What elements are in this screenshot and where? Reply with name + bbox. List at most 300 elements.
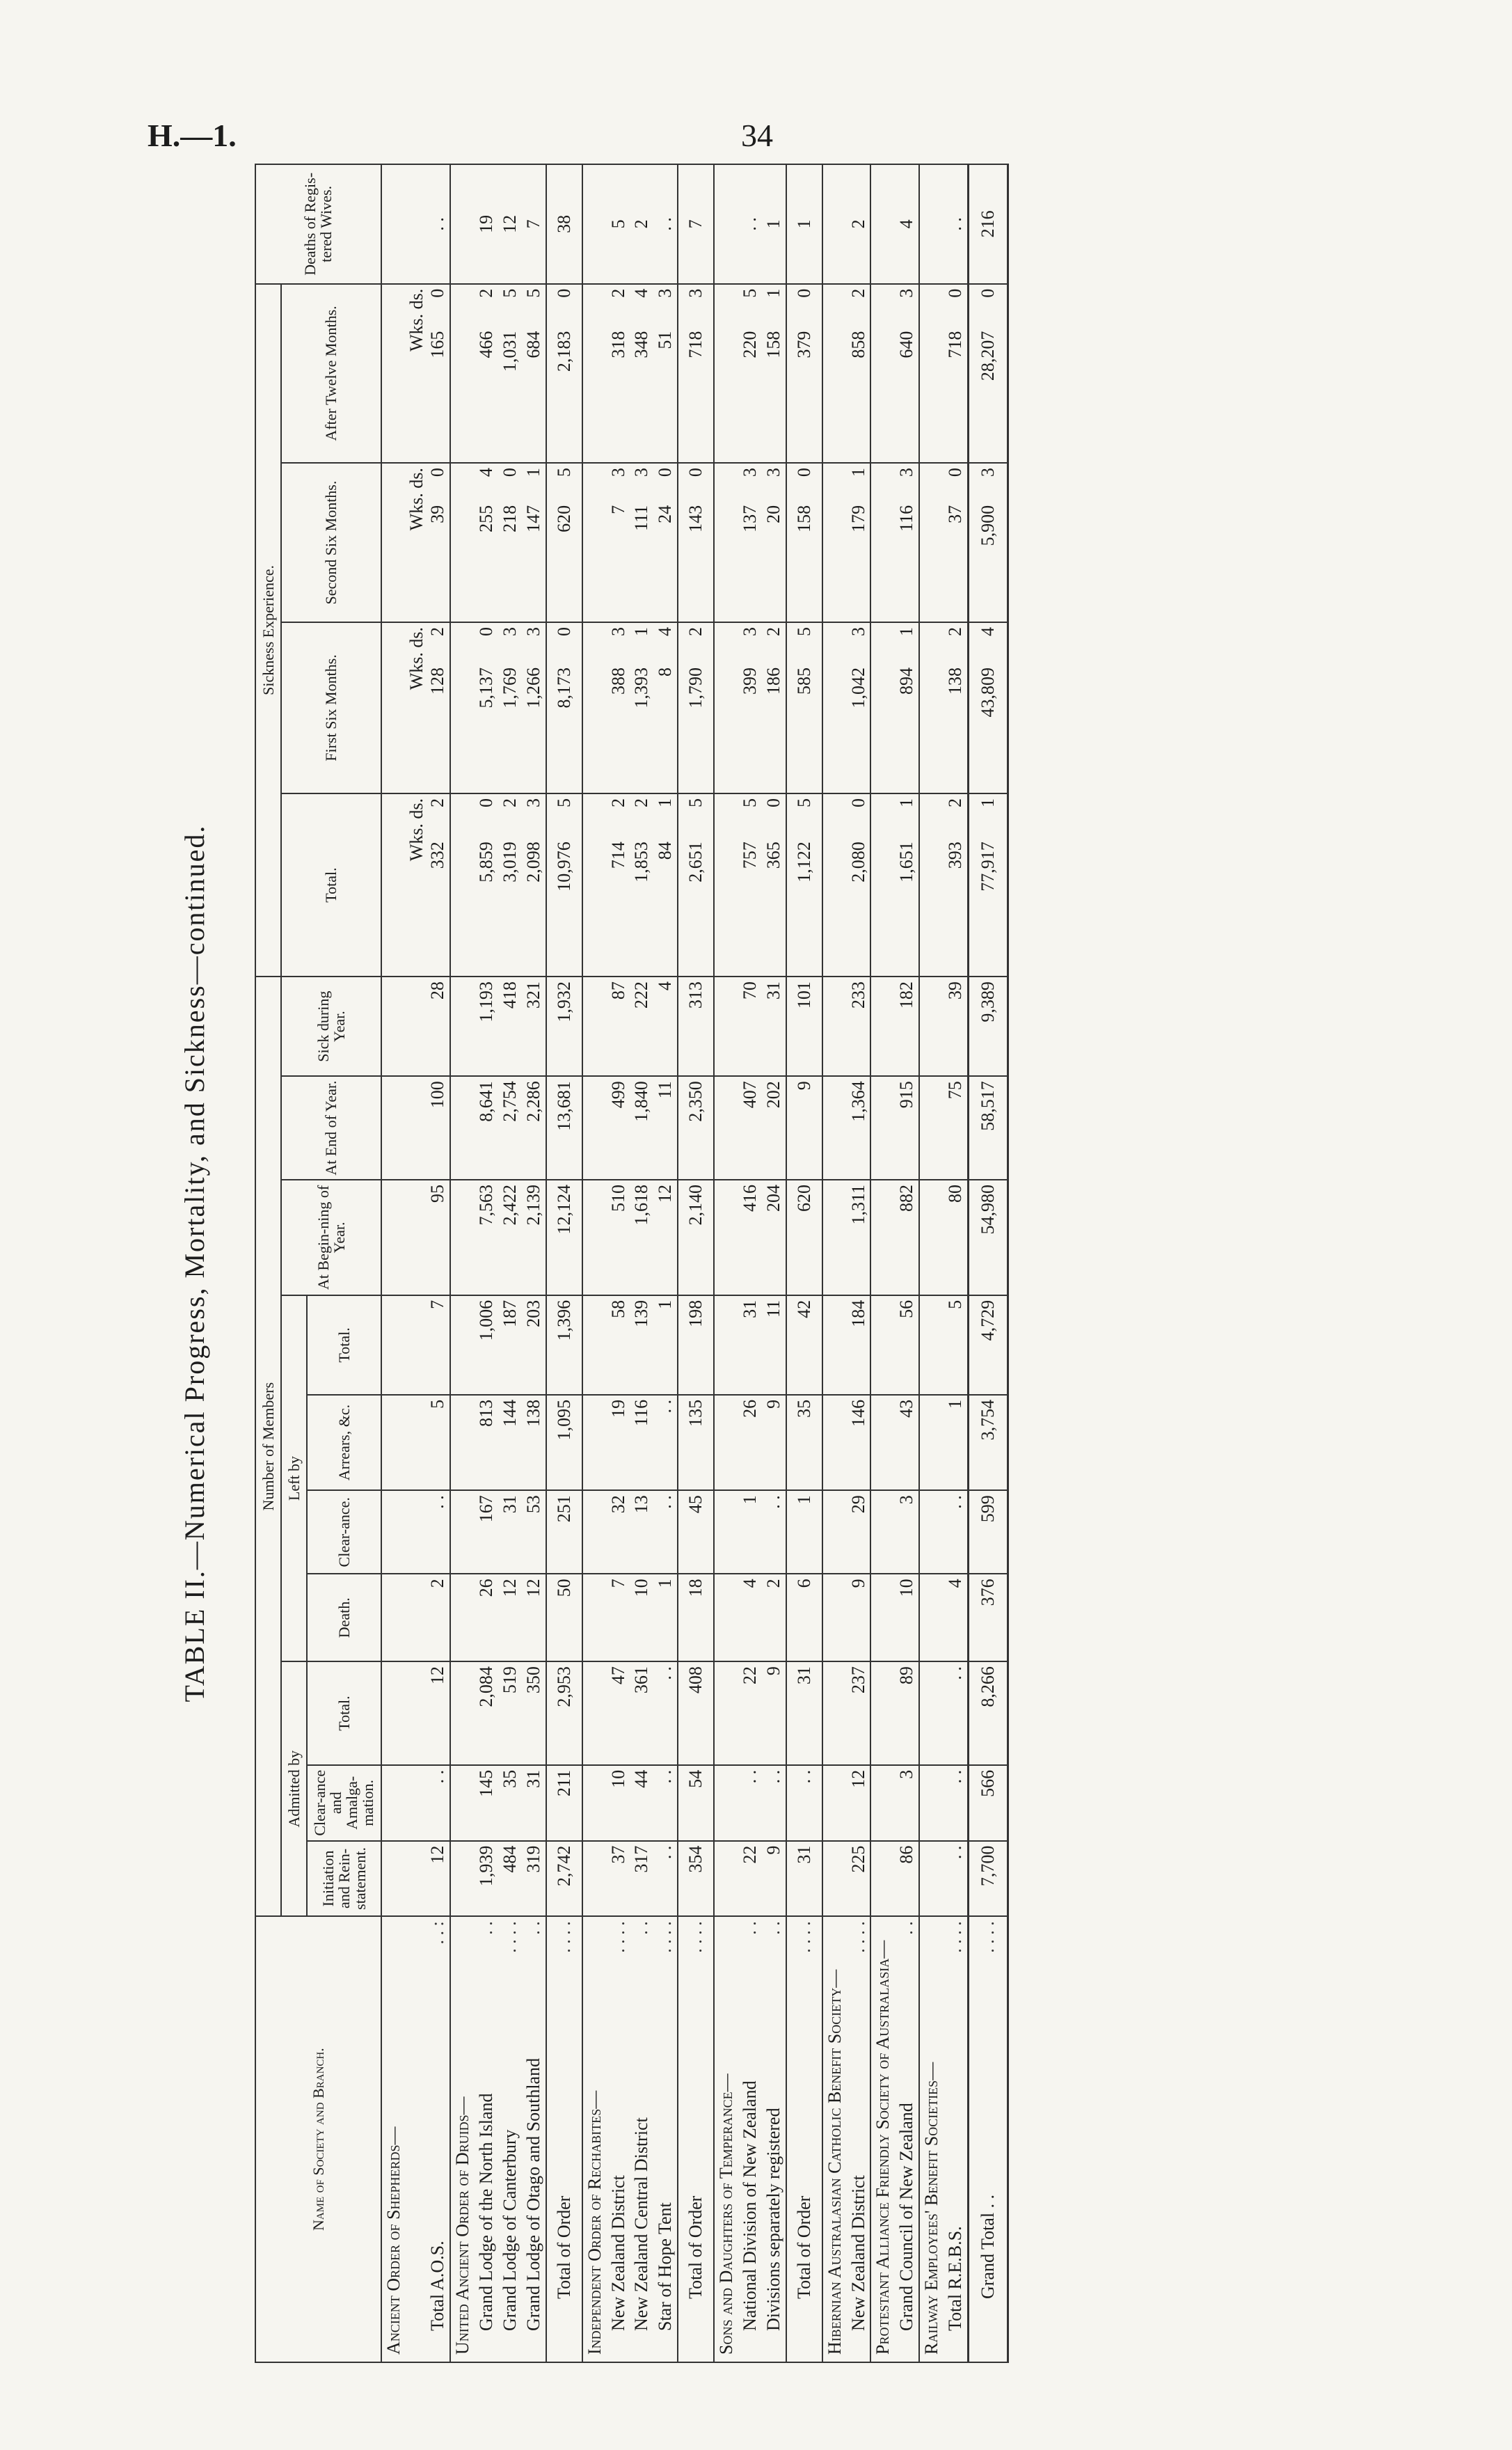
header-sickness-experience: Sickness Experience. xyxy=(255,284,281,977)
units-label: Wks. ds. xyxy=(406,798,427,862)
leader-dots: . . xyxy=(740,1921,761,1935)
days-value: 2 xyxy=(631,798,652,807)
row-label xyxy=(738,1916,762,2362)
number-cell: 620 xyxy=(786,1180,822,1295)
number-cell: 11 xyxy=(762,1295,786,1395)
weeks-days-cell xyxy=(405,463,450,622)
empty-cell xyxy=(450,977,475,1076)
row-label xyxy=(895,1916,919,2362)
row-label xyxy=(847,1916,871,2362)
empty-cell xyxy=(870,1490,895,1574)
days-value: 2 xyxy=(427,626,448,636)
weeks-days-cell xyxy=(630,622,653,793)
empty-cell xyxy=(381,1765,406,1841)
weeks-value: 388 xyxy=(607,667,628,695)
number-cell: 510 xyxy=(607,1180,630,1295)
days-value: 4 xyxy=(655,626,676,636)
section-row xyxy=(919,164,944,2362)
weeks-value: 1,790 xyxy=(685,667,706,709)
row-label xyxy=(522,1916,546,2362)
empty-cell xyxy=(381,1490,406,1574)
branch-name: Star of Hope Tent xyxy=(655,2202,676,2331)
wives-deaths-cell: 2 xyxy=(847,164,871,284)
days-value: 0 xyxy=(945,288,966,298)
number-cell: 8,641 xyxy=(475,1076,498,1180)
weeks-value: 2,651 xyxy=(685,841,706,883)
weeks-value: 143 xyxy=(685,505,706,532)
empty-cell xyxy=(919,284,944,463)
number-cell: 211 xyxy=(546,1765,582,1841)
number-cell: . . xyxy=(944,1661,968,1765)
number-cell: 233 xyxy=(847,977,871,1076)
header-left-total: Total. xyxy=(307,1295,381,1395)
days-value: 0 xyxy=(500,468,520,477)
days-value: 2 xyxy=(945,626,966,636)
empty-cell xyxy=(919,1395,944,1490)
header-arrears: Arrears, &c. xyxy=(307,1395,381,1490)
weeks-value: 348 xyxy=(631,331,652,358)
number-cell: 19 xyxy=(607,1395,630,1490)
days-value: 3 xyxy=(740,468,761,477)
branch-name: Grand Lodge of the North Island xyxy=(476,2093,497,2331)
number-cell: 313 xyxy=(678,977,714,1076)
number-cell: 35 xyxy=(786,1395,822,1490)
empty-cell xyxy=(582,977,607,1076)
days-value: 5 xyxy=(793,798,814,807)
empty-cell xyxy=(582,1661,607,1765)
weeks-value: 2,080 xyxy=(847,841,868,883)
number-cell: 58,517 xyxy=(969,1076,1008,1180)
weeks-days-cell xyxy=(607,284,630,463)
days-value: 1 xyxy=(896,626,917,636)
branch-name: Grand Council of New Zealand xyxy=(896,2103,917,2331)
weeks-days-cell xyxy=(738,793,762,977)
number-cell: 12 xyxy=(405,1841,450,1917)
leader-dots: . . xyxy=(896,1921,917,1935)
leader-dots: . . xyxy=(523,1921,543,1935)
empty-cell xyxy=(822,164,847,284)
branch-name: New Zealand Central District xyxy=(631,2117,652,2331)
branch-name: New Zealand District xyxy=(847,2175,868,2331)
units-label: Wks. ds. xyxy=(406,288,427,351)
number-cell: 1 xyxy=(786,1490,822,1574)
number-cell: 187 xyxy=(498,1295,522,1395)
number-cell: 31 xyxy=(522,1765,546,1841)
weeks-value: 1,042 xyxy=(847,667,868,709)
weeks-days-cell xyxy=(895,622,919,793)
empty-cell xyxy=(822,622,847,793)
number-cell: 101 xyxy=(786,977,822,1076)
header-admitted-total: Total. xyxy=(307,1661,381,1765)
number-cell: 2,286 xyxy=(522,1076,546,1180)
number-cell: 408 xyxy=(678,1661,714,1765)
days-value: 0 xyxy=(793,468,814,477)
number-cell: 8,266 xyxy=(969,1661,1008,1765)
weeks-value: 158 xyxy=(793,505,814,532)
empty-cell xyxy=(450,1395,475,1490)
number-cell: 6 xyxy=(786,1574,822,1661)
weeks-days-cell xyxy=(944,793,968,977)
days-value: 2 xyxy=(427,798,448,807)
empty-cell xyxy=(870,977,895,1076)
units-label: Wks. ds. xyxy=(406,468,427,531)
empty-cell xyxy=(870,284,895,463)
number-cell: 198 xyxy=(678,1295,714,1395)
number-cell: 45 xyxy=(678,1490,714,1574)
weeks-value: 77,917 xyxy=(978,841,998,892)
empty-cell xyxy=(822,1841,847,1917)
empty-cell xyxy=(450,1180,475,1295)
number-cell: 5 xyxy=(405,1395,450,1490)
number-cell: . . xyxy=(653,1661,678,1765)
days-value: 1 xyxy=(847,468,868,477)
number-cell: 1,311 xyxy=(847,1180,871,1295)
table-row xyxy=(847,164,871,2362)
page-identifier: H.—1. xyxy=(148,118,237,153)
number-cell: 882 xyxy=(895,1180,919,1295)
weeks-days-cell xyxy=(738,463,762,622)
number-cell: 31 xyxy=(762,977,786,1076)
number-cell: 2,084 xyxy=(475,1661,498,1765)
number-cell: 599 xyxy=(969,1490,1008,1574)
number-cell: 317 xyxy=(630,1841,653,1917)
branch-name: National Division of New Zealand xyxy=(740,2080,761,2331)
leader-dots: . . . . xyxy=(847,1921,868,1953)
weeks-value: 158 xyxy=(763,331,783,358)
table-row xyxy=(653,164,678,2362)
days-value: 5 xyxy=(740,288,761,298)
number-cell: 251 xyxy=(546,1490,582,1574)
weeks-value: 179 xyxy=(847,505,868,532)
weeks-value: 2,183 xyxy=(553,331,574,372)
empty-cell xyxy=(450,1295,475,1395)
row-label xyxy=(405,1916,450,2362)
number-cell: 70 xyxy=(738,977,762,1076)
empty-cell xyxy=(582,284,607,463)
empty-cell xyxy=(582,1395,607,1490)
weeks-days-cell xyxy=(969,622,1008,793)
empty-cell xyxy=(714,1574,738,1661)
header-clearance-amalgamation: Clear-ance and Amalga-mation. xyxy=(307,1765,381,1841)
weeks-value: 1,393 xyxy=(631,667,652,709)
weeks-value: 128 xyxy=(427,667,448,695)
weeks-value: 8 xyxy=(655,667,676,677)
number-cell: 75 xyxy=(944,1076,968,1180)
number-cell: 47 xyxy=(607,1661,630,1765)
number-cell: 1,618 xyxy=(630,1180,653,1295)
empty-cell xyxy=(919,1076,944,1180)
weeks-value: 20 xyxy=(763,505,783,523)
number-cell: 203 xyxy=(522,1295,546,1395)
number-cell: 54,980 xyxy=(969,1180,1008,1295)
branch-name: Total R.E.B.S. xyxy=(945,2226,966,2331)
society-name: Independent Order of Rechabites— xyxy=(584,2090,605,2355)
weeks-value: 1,853 xyxy=(631,841,652,883)
weeks-value: 718 xyxy=(685,331,706,358)
number-cell: 376 xyxy=(969,1574,1008,1661)
days-value: 0 xyxy=(476,626,497,636)
header-deaths-wives: Deaths of Regis-tered Wives. xyxy=(255,164,381,284)
days-value: 2 xyxy=(685,626,706,636)
number-cell: 237 xyxy=(847,1661,871,1765)
branch-name: Grand Total . . xyxy=(978,2194,998,2299)
number-cell: 26 xyxy=(475,1574,498,1661)
days-value: 3 xyxy=(896,468,917,477)
society-name: Railway Employees' Benefit Societies— xyxy=(921,2062,942,2355)
weeks-days-cell xyxy=(405,622,450,793)
number-cell: 4 xyxy=(944,1574,968,1661)
number-cell: 37 xyxy=(607,1841,630,1917)
empty-cell xyxy=(450,622,475,793)
society-name: Hibernian Australasian Catholic Benefit Society— xyxy=(824,1969,845,2355)
days-value: 1 xyxy=(896,798,917,807)
empty-cell xyxy=(582,622,607,793)
empty-cell xyxy=(870,793,895,977)
number-cell: 4 xyxy=(738,1574,762,1661)
empty-cell xyxy=(870,1180,895,1295)
number-cell: 9 xyxy=(762,1395,786,1490)
number-cell: 7,700 xyxy=(969,1841,1008,1917)
empty-cell xyxy=(822,1180,847,1295)
days-value: 2 xyxy=(476,288,497,298)
weeks-days-cell xyxy=(546,793,582,977)
number-cell: 135 xyxy=(678,1395,714,1490)
section-row xyxy=(822,164,847,2362)
weeks-days-cell xyxy=(678,622,714,793)
number-cell: 12 xyxy=(653,1180,678,1295)
number-cell: 1 xyxy=(653,1295,678,1395)
table-row xyxy=(405,164,450,2362)
weeks-days-cell xyxy=(944,463,968,622)
weeks-value: 37 xyxy=(945,505,966,523)
number-cell: 3 xyxy=(895,1490,919,1574)
section-row xyxy=(582,164,607,2362)
table-row xyxy=(522,164,546,2362)
days-value: 0 xyxy=(655,468,676,477)
weeks-days-cell xyxy=(405,284,450,463)
table-row xyxy=(762,164,786,2362)
weeks-value: 684 xyxy=(523,331,543,358)
header-clearance: Clear-ance. xyxy=(307,1490,381,1574)
weeks-days-cell xyxy=(522,463,546,622)
number-cell: 222 xyxy=(630,977,653,1076)
weeks-days-cell xyxy=(475,284,498,463)
days-value: 3 xyxy=(740,626,761,636)
days-value: 1 xyxy=(763,288,783,298)
weeks-days-cell xyxy=(522,793,546,977)
weeks-value: 43,809 xyxy=(978,667,998,718)
number-cell: 80 xyxy=(944,1180,968,1295)
number-cell: . . xyxy=(762,1490,786,1574)
days-value: 0 xyxy=(945,468,966,477)
number-cell: 10 xyxy=(630,1574,653,1661)
number-cell: 44 xyxy=(630,1765,653,1841)
number-cell: 58 xyxy=(607,1295,630,1395)
wives-deaths-cell: 4 xyxy=(895,164,919,284)
weeks-value: 116 xyxy=(896,505,917,532)
branch-name: Total of Order xyxy=(553,2195,574,2299)
weeks-days-cell xyxy=(762,463,786,622)
order-total-row xyxy=(546,164,582,2362)
number-cell: 39 xyxy=(944,977,968,1076)
weeks-value: 365 xyxy=(763,841,783,869)
weeks-days-cell xyxy=(847,284,871,463)
weeks-value: 5,137 xyxy=(476,667,497,709)
number-cell: . . xyxy=(653,1490,678,1574)
weeks-days-cell xyxy=(895,793,919,977)
number-cell: 12 xyxy=(405,1661,450,1765)
days-value: 0 xyxy=(978,288,998,298)
table-row xyxy=(498,164,522,2362)
number-cell: 95 xyxy=(405,1180,450,1295)
empty-cell xyxy=(582,793,607,977)
weeks-days-cell xyxy=(847,793,871,977)
days-value: 4 xyxy=(476,468,497,477)
weeks-days-cell xyxy=(786,622,822,793)
empty-cell xyxy=(919,622,944,793)
weeks-value: 620 xyxy=(553,505,574,532)
wives-deaths-cell: 2 xyxy=(630,164,653,284)
empty-cell xyxy=(582,1574,607,1661)
weeks-value: 585 xyxy=(793,667,814,695)
number-cell: 12 xyxy=(522,1574,546,1661)
days-value: 0 xyxy=(476,798,497,807)
weeks-value: 10,976 xyxy=(553,841,574,892)
weeks-value: 318 xyxy=(607,331,628,358)
weeks-days-cell xyxy=(653,284,678,463)
number-cell: 9 xyxy=(762,1661,786,1765)
days-value: 0 xyxy=(427,468,448,477)
number-cell: 1,006 xyxy=(475,1295,498,1395)
empty-cell xyxy=(714,793,738,977)
days-value: 5 xyxy=(553,798,574,807)
wives-deaths-cell: 1 xyxy=(762,164,786,284)
number-cell: 361 xyxy=(630,1661,653,1765)
days-value: 3 xyxy=(763,468,783,477)
statistics-table xyxy=(255,164,1009,2363)
empty-cell xyxy=(381,1395,406,1490)
empty-cell xyxy=(822,793,847,977)
row-label xyxy=(498,1916,522,2362)
number-cell: 1,364 xyxy=(847,1076,871,1180)
weeks-days-cell xyxy=(475,622,498,793)
section-row xyxy=(870,164,895,2362)
days-value: 5 xyxy=(685,798,706,807)
wives-deaths-cell: 216 xyxy=(969,164,1008,284)
days-value: 1 xyxy=(631,626,652,636)
empty-cell xyxy=(582,164,607,284)
days-value: 0 xyxy=(763,798,783,807)
weeks-days-cell xyxy=(895,284,919,463)
empty-cell xyxy=(381,463,406,622)
row-label xyxy=(870,1916,895,2362)
row-label xyxy=(762,1916,786,2362)
weeks-value: 2,098 xyxy=(523,841,543,883)
number-cell: 319 xyxy=(522,1841,546,1917)
weeks-days-cell xyxy=(762,284,786,463)
empty-cell xyxy=(582,1490,607,1574)
empty-cell xyxy=(870,1295,895,1395)
weeks-value: 894 xyxy=(896,667,917,695)
weeks-days-cell xyxy=(678,284,714,463)
branch-name: Grand Lodge of Otago and Southland xyxy=(523,2057,543,2331)
number-cell: 2,422 xyxy=(498,1180,522,1295)
wives-deaths-cell: 19 xyxy=(475,164,498,284)
empty-cell xyxy=(822,1295,847,1395)
weeks-days-cell xyxy=(738,284,762,463)
rotated-table-canvas xyxy=(157,164,1382,2363)
units-label: Wks. ds. xyxy=(406,626,427,690)
days-value: 3 xyxy=(523,626,543,636)
number-cell: . . xyxy=(653,1841,678,1917)
branch-name: Grand Lodge of Canterbury xyxy=(500,2129,520,2331)
number-cell: 31 xyxy=(786,1661,822,1765)
header-at-beginning: At Begin-ning of Year. xyxy=(281,1180,381,1295)
leader-dots: . . . . xyxy=(500,1921,520,1953)
number-cell: 100 xyxy=(405,1076,450,1180)
number-cell: 2,754 xyxy=(498,1076,522,1180)
days-value: 0 xyxy=(553,626,574,636)
days-value: 5 xyxy=(553,468,574,477)
table-row xyxy=(630,164,653,2362)
number-cell: . . xyxy=(944,1841,968,1917)
wives-deaths-cell: . . xyxy=(405,164,450,284)
weeks-days-cell xyxy=(475,463,498,622)
number-cell: . . xyxy=(944,1765,968,1841)
leader-dots: . . . . xyxy=(655,1921,676,1953)
empty-cell xyxy=(582,1765,607,1841)
header-admitted-by: Admitted by xyxy=(281,1661,307,1916)
empty-cell xyxy=(450,1765,475,1841)
empty-cell xyxy=(714,1841,738,1917)
weeks-days-cell xyxy=(786,793,822,977)
empty-cell xyxy=(870,622,895,793)
number-cell: 1,396 xyxy=(546,1295,582,1395)
number-cell: 138 xyxy=(522,1395,546,1490)
empty-cell xyxy=(450,1841,475,1917)
empty-cell xyxy=(822,1076,847,1180)
number-cell: 407 xyxy=(738,1076,762,1180)
row-label xyxy=(822,1916,847,2362)
weeks-days-cell xyxy=(653,463,678,622)
table-row xyxy=(475,164,498,2362)
empty-cell xyxy=(919,1295,944,1395)
empty-cell xyxy=(450,793,475,977)
number-cell: 519 xyxy=(498,1661,522,1765)
weeks-value: 718 xyxy=(945,331,966,358)
number-cell: 915 xyxy=(895,1076,919,1180)
row-label xyxy=(381,1916,406,2362)
weeks-days-cell xyxy=(498,284,522,463)
empty-cell xyxy=(381,284,406,463)
weeks-days-cell xyxy=(475,793,498,977)
days-value: 3 xyxy=(631,468,652,477)
days-value: 2 xyxy=(847,288,868,298)
weeks-value: 332 xyxy=(427,841,448,869)
weeks-days-cell xyxy=(786,284,822,463)
number-cell: 139 xyxy=(630,1295,653,1395)
table-row xyxy=(607,164,630,2362)
number-cell: 1,095 xyxy=(546,1395,582,1490)
weeks-value: 7 xyxy=(607,505,628,514)
empty-cell xyxy=(582,463,607,622)
number-cell: 5 xyxy=(944,1295,968,1395)
weeks-days-cell xyxy=(678,463,714,622)
empty-cell xyxy=(450,1076,475,1180)
days-value: 3 xyxy=(685,288,706,298)
number-cell: 86 xyxy=(895,1841,919,1917)
row-label xyxy=(582,1916,607,2362)
